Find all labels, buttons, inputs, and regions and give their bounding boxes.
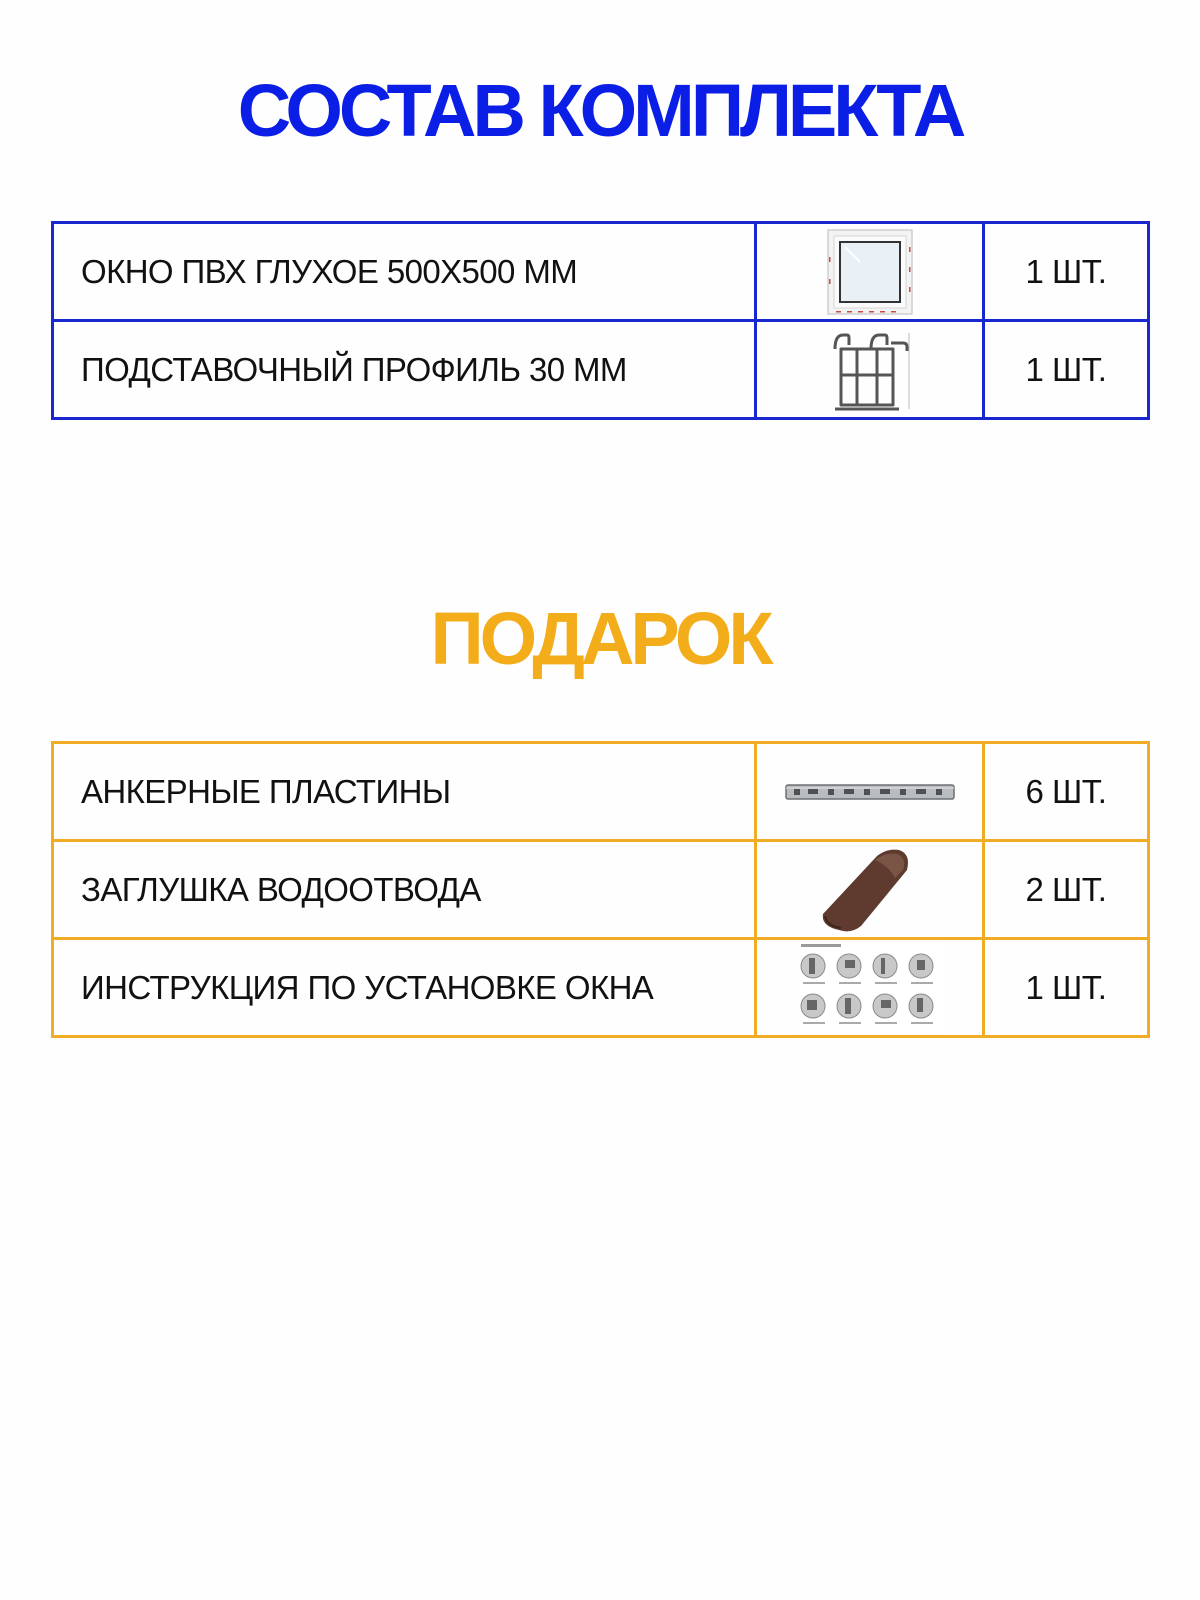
item-name: ИНСТРУКЦИЯ ПО УСТАНОВКЕ ОКНА: [53, 939, 756, 1037]
anchor-plate-icon: [780, 777, 960, 807]
item-image-cell: [756, 321, 984, 419]
item-name: АНКЕРНЫЕ ПЛАСТИНЫ: [53, 743, 756, 841]
table-row: [53, 321, 1149, 419]
table-row: [53, 223, 1149, 321]
item-name: ОКНО ПВХ ГЛУХОЕ 500Х500 ММ: [53, 223, 756, 321]
item-qty: 6 ШТ.: [984, 743, 1149, 841]
item-qty: 1 ШТ.: [984, 321, 1149, 419]
item-name: ПОДСТАВОЧНЫЙ ПРОФИЛЬ 30 ММ: [53, 321, 756, 419]
gift-table: [51, 741, 1150, 1038]
table-row: [53, 743, 1149, 841]
item-name: ЗАГЛУШКА ВОДООТВОДА: [53, 841, 756, 939]
table-row: [53, 841, 1149, 939]
item-image-cell: [756, 939, 984, 1037]
kit-table: [51, 221, 1150, 420]
kit-heading: СОСТАВ КОМПЛЕКТА: [237, 69, 963, 152]
item-qty: 1 ШТ.: [984, 939, 1149, 1037]
item-qty: 2 ШТ.: [984, 841, 1149, 939]
base-profile-icon: [825, 325, 915, 415]
table-row: [53, 939, 1149, 1037]
instruction-sheet-icon: [795, 942, 945, 1034]
gift-heading: ПОДАРОК: [430, 597, 770, 680]
item-qty: 1 ШТ.: [984, 223, 1149, 321]
drain-cap-icon: [815, 844, 925, 936]
item-image-cell: [756, 841, 984, 939]
item-image-cell: [756, 743, 984, 841]
item-image-cell: [756, 223, 984, 321]
pvc-window-icon: [825, 227, 915, 317]
